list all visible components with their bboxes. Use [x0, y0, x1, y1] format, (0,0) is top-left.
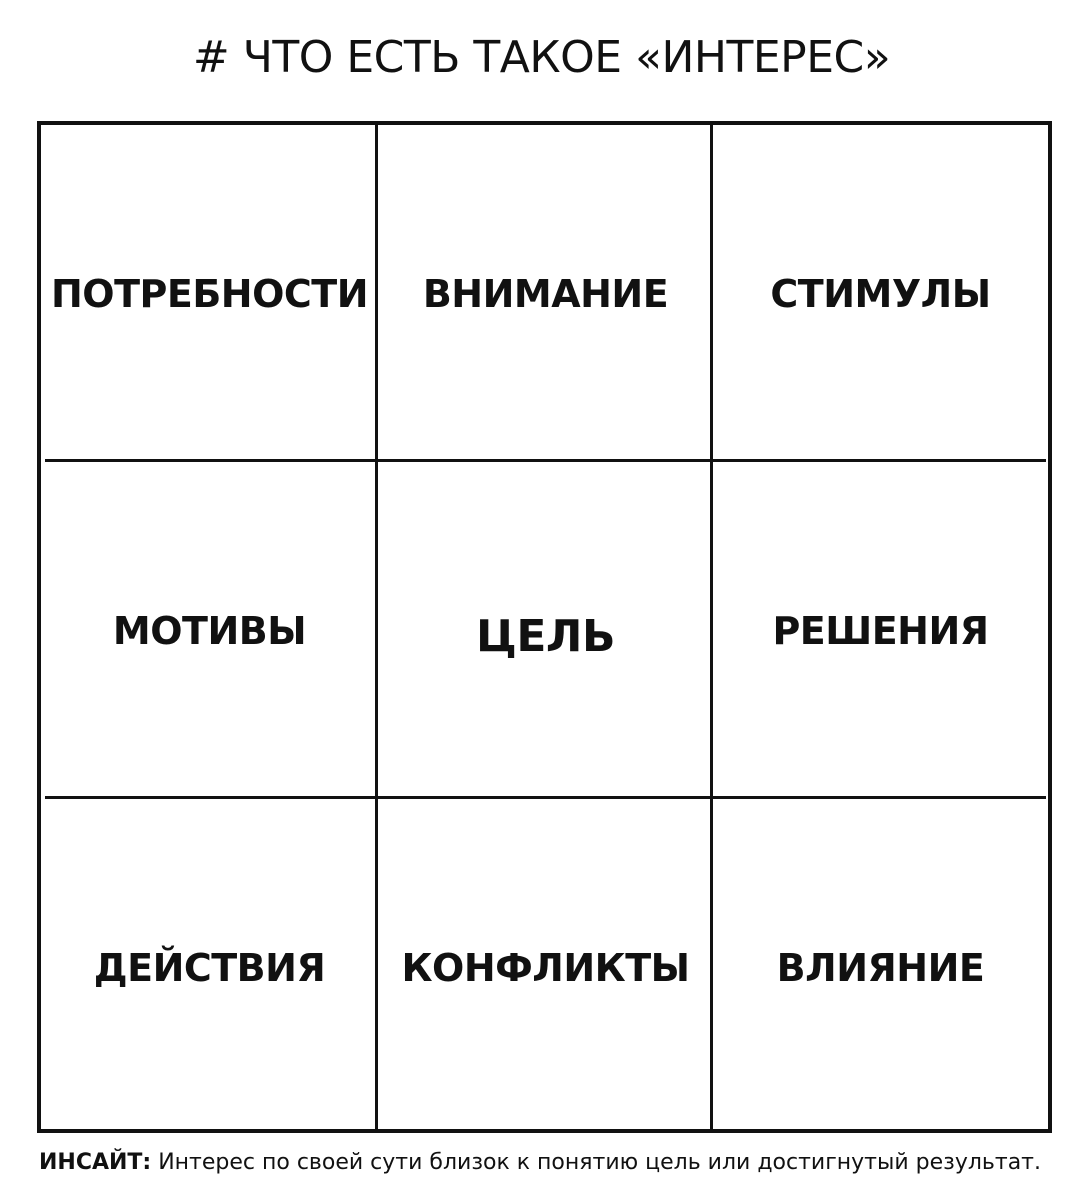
- grid-cell-stimuli: СТИМУЛЫ: [770, 271, 991, 316]
- insight-note: [39, 1148, 1079, 1178]
- grid-cell-conflicts: КОНФЛИКТЫ: [401, 945, 690, 990]
- page-title: # ЧТО ЕСТЬ ТАКОЕ «ИНТЕРЕС»: [192, 32, 891, 83]
- grid-cell-influence: ВЛИЯНИЕ: [776, 945, 985, 990]
- grid-cell-motives: МОТИВЫ: [112, 608, 307, 653]
- insight-label: ИНСАЙТ:: [39, 1150, 152, 1175]
- grid-cell-actions: ДЕЙСТВИЯ: [93, 945, 326, 990]
- grid-cell-attention: ВНИМАНИЕ: [422, 271, 669, 316]
- grid-cell-needs: ПОТРЕБНОСТИ: [50, 271, 369, 316]
- grid-cell-goal: ЦЕЛЬ: [476, 611, 615, 662]
- insight-text: Интерес по своей сути близок к понятию цель или достигнутый результат.: [151, 1150, 1041, 1175]
- grid-cell-decisions: РЕШЕНИЯ: [772, 608, 989, 653]
- concept-grid: [37, 121, 1052, 1133]
